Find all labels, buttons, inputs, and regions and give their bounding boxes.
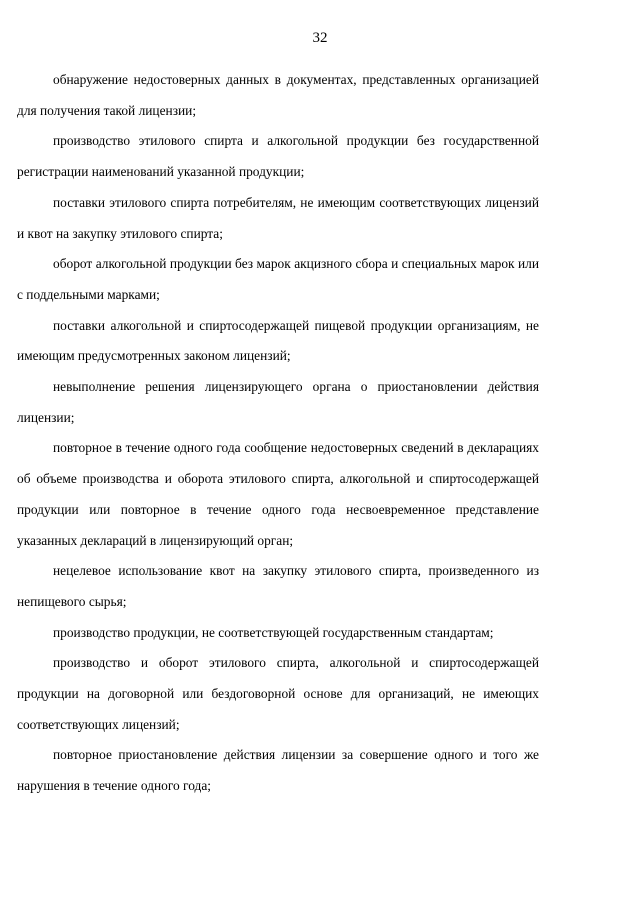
paragraph: невыполнение решения лицензирующего органа о приостановлении действия лицензии; bbox=[17, 379, 539, 425]
paragraph: оборот алкогольной продукции без марок акцизного сбора и специальных марок или с поддельными марками; bbox=[17, 256, 539, 302]
page-number: 32 bbox=[312, 30, 328, 46]
paragraph: производство этилового спирта и алкогольной продукции без государственной регистрации наименований указанной продукции; bbox=[17, 133, 539, 180]
paragraph: производство продукции, не соответствующей государственным стандартам; bbox=[53, 624, 494, 640]
paragraph: поставки этилового спирта потребителям, не имеющим соответствующих лицензий и квот на закупку этилового спирта; bbox=[17, 194, 539, 241]
paragraph: повторное приостановление действия лицензии за совершение одного и того же нарушения в течение одного года; bbox=[17, 747, 539, 794]
paragraph: нецелевое использование квот на закупку этилового спирта, произведенного из непищевого сырья; bbox=[17, 563, 539, 609]
paragraph: повторное в течение одного года сообщение недостоверных сведений в декларациях об объеме производства и оборота этилового спирта, алкогольной и спиртосодержащей продукции или повторное в течение одного года несвоевременное представление указанных деклараций в лицензирующий орган; bbox=[17, 440, 539, 548]
paragraph: поставки алкогольной и спиртосодержащей пищевой продукции организациям, не имеющим предусмотренных законом лицензий; bbox=[17, 317, 539, 364]
paragraph: обнаружение недостоверных данных в документах, представленных организацией для получения такой лицензии; bbox=[17, 72, 539, 118]
document-body bbox=[17, 65, 539, 802]
paragraph: производство и оборот этилового спирта, алкогольной и спиртосодержащей продукции на договорной или бездоговорной основе для организаций, не имеющих соответствующих лицензий; bbox=[17, 655, 539, 732]
